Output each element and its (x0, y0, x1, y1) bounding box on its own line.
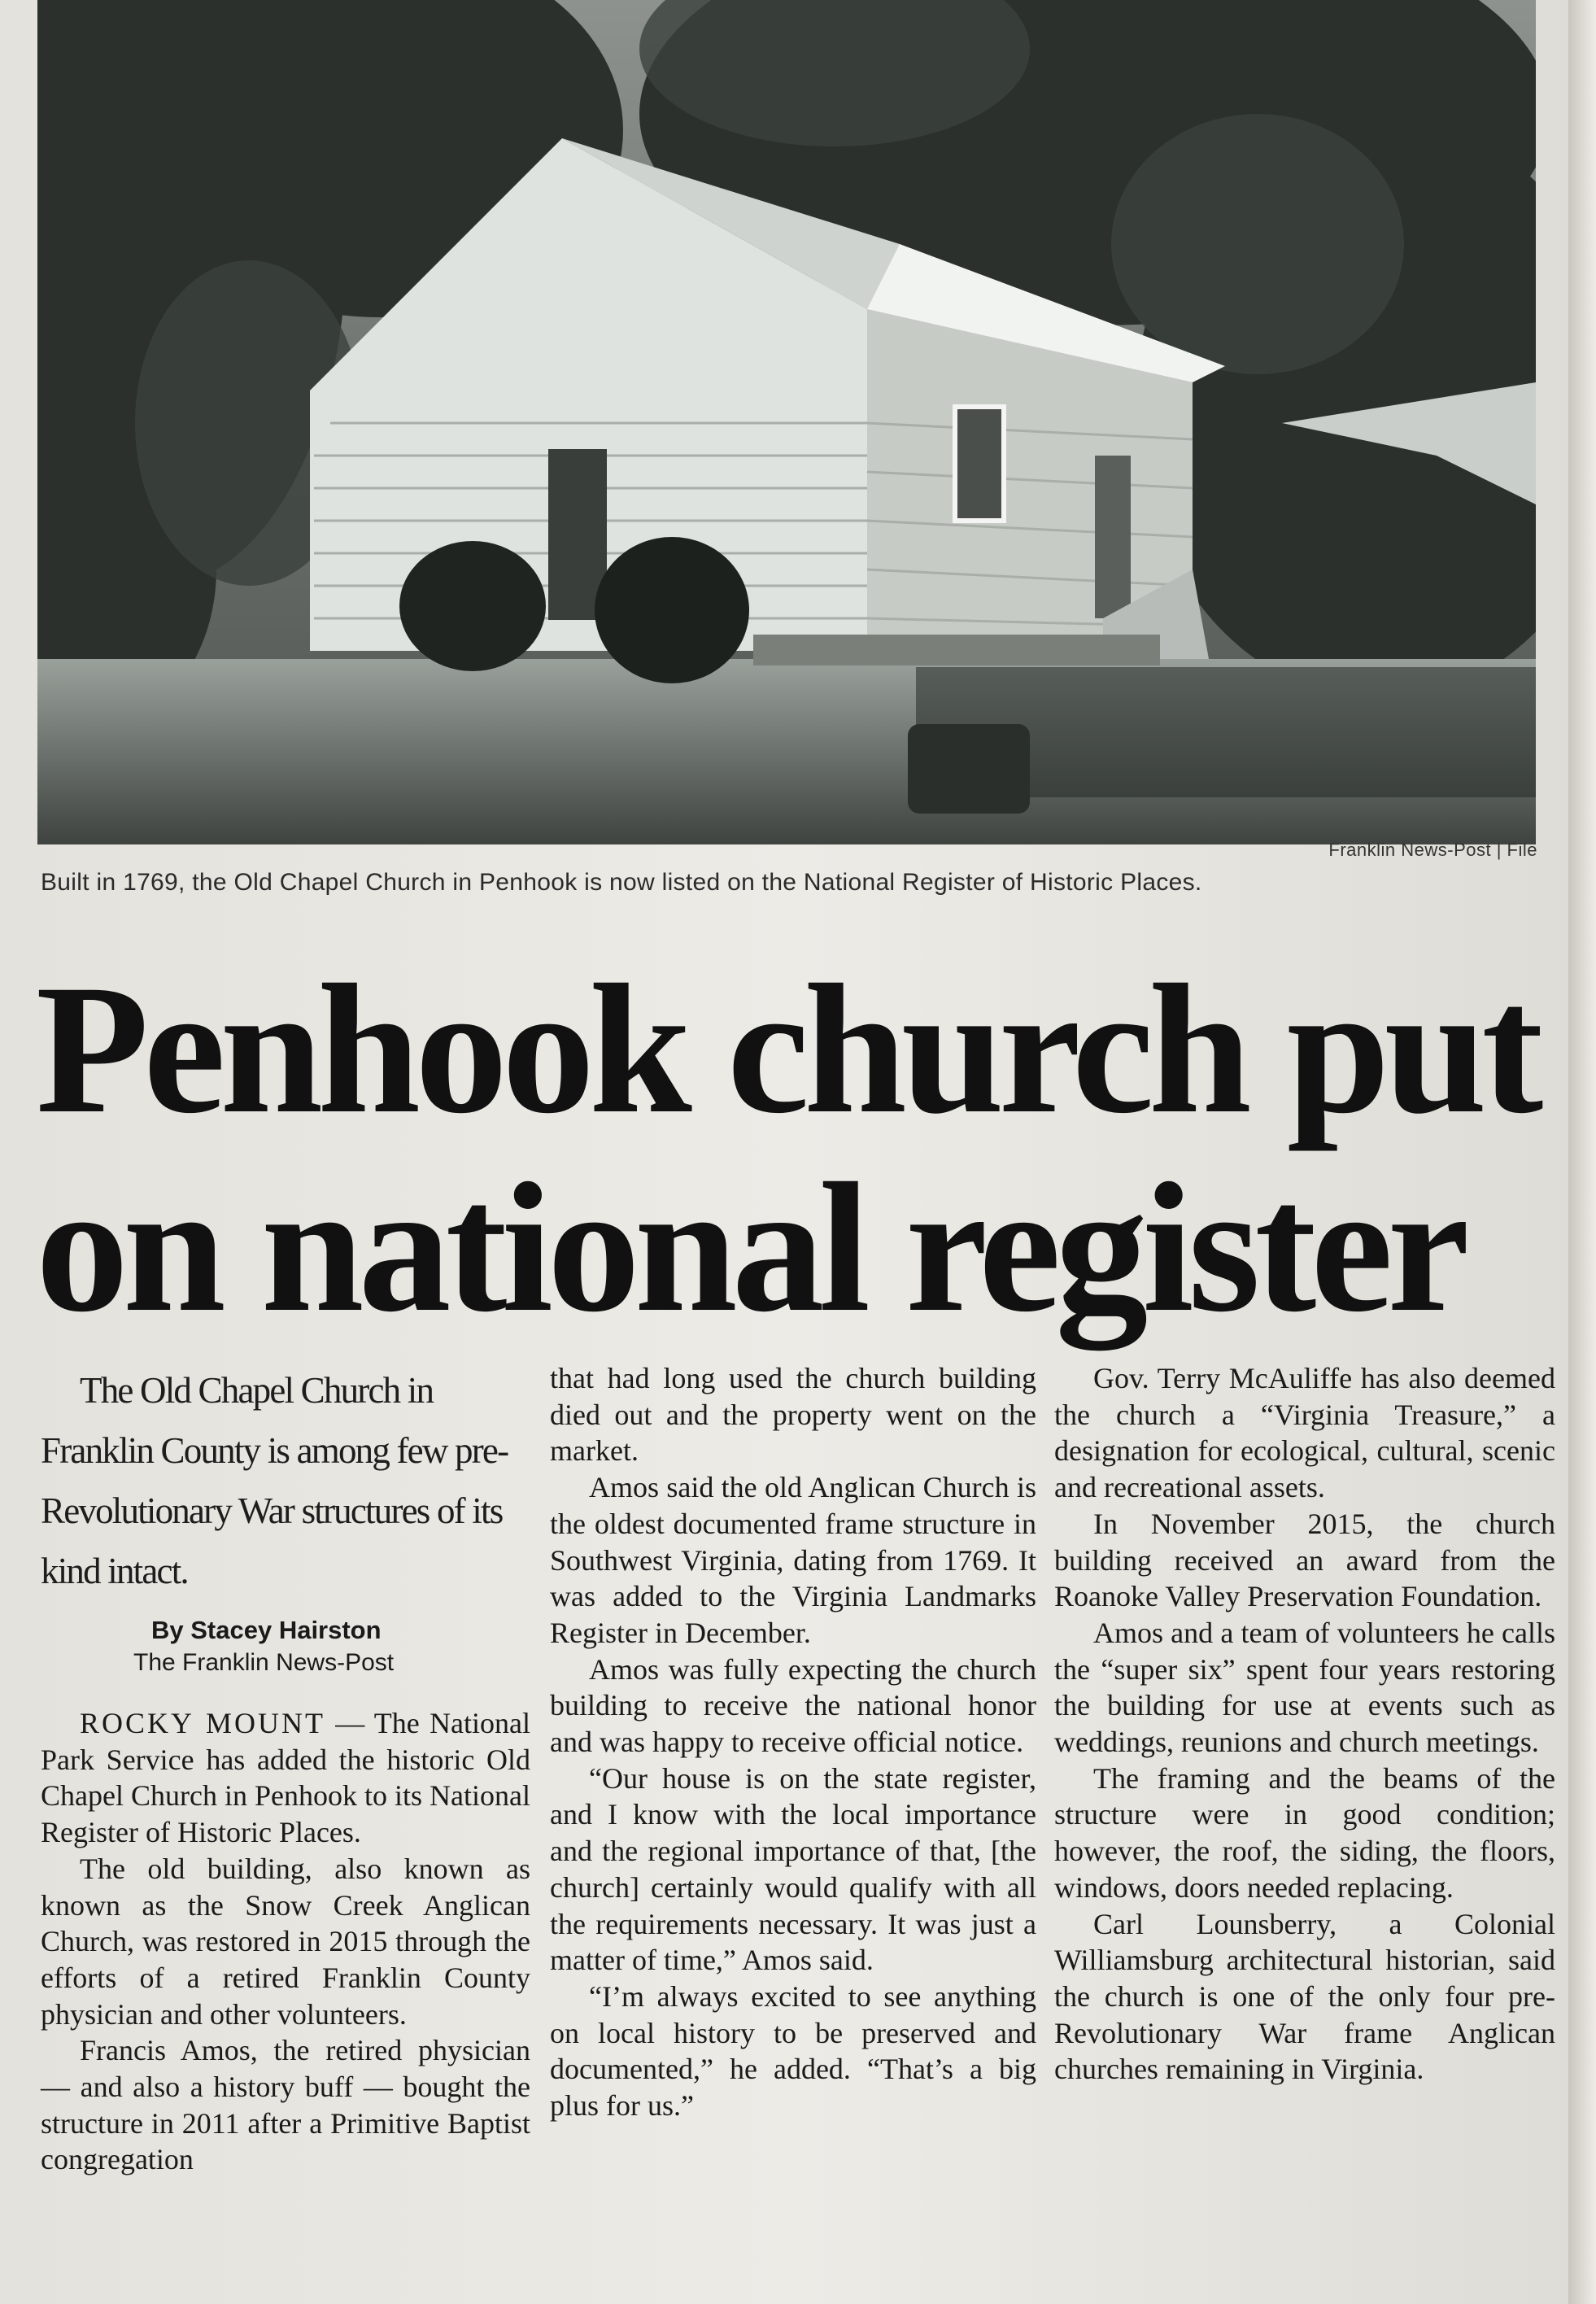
page-edge (1568, 0, 1596, 2304)
paragraph: that had long used the church building died out and the property went on the market. (550, 1362, 1036, 1468)
paragraph (41, 1705, 530, 1851)
paragraph: Amos was fully expecting the church building to receive the national honor and was happy to receive official notice. (550, 1652, 1036, 1759)
paragraph: Carl Lounsberry, a Colonial Williamsburg architectural historian, said the church is one of the only four pre-Revolutionary War frame Anglican churches remaining in Virginia. (1054, 1907, 1555, 2086)
paragraph: “Our house is on the state register, and I know with the local importance and the regional importance of that, [the church] certainly would qualify with all the requirements necessary. It was just a matter of time,” Amos said. (550, 1761, 1036, 1977)
headline (36, 947, 1541, 1351)
paragraph: Gov. Terry McAuliffe has also deemed the church a “Virginia Treasure,” a designation for ecological, cultural, scenic and recreational assets. (1054, 1362, 1555, 1504)
paragraph: In November 2015, the church building received an award from the Roanoke Valley Preservation Foundation. (1054, 1507, 1555, 1613)
paragraph: Amos said the old Anglican Church is the oldest documented frame structure in Southwest Virginia, dating from 1769. It was added to the Virginia Landmarks Register in December. (550, 1471, 1036, 1649)
headline-line-2: on national register (36, 1145, 1464, 1351)
church-photo (37, 0, 1536, 844)
byline-outlet: The Franklin News-Post (133, 1649, 395, 1676)
photo-caption: Built in 1769, the Old Chapel Church in Penhook is now listed on the National Register of Historic Places. (41, 869, 1202, 896)
article-column-3 (1054, 1360, 1555, 2296)
church-illustration (37, 0, 1536, 844)
paragraph: Francis Amos, the retired physician — and also a history buff — bought the structure in 2011 after a Primitive Baptist congregation (41, 2034, 530, 2176)
dateline: ROCKY MOUNT (80, 1707, 325, 1739)
article-column-2 (550, 1360, 1036, 2296)
article-column-1 (41, 1360, 530, 2296)
paragraph: Amos and a team of volunteers he calls the “super six” spent four years restoring the building for use at events such as weddings, reunions and church meetings. (1054, 1616, 1555, 1759)
paragraph-text: — The National Park Service has added the historic Old Chapel Church in Penhook to its National Register of Historic Places. (41, 1707, 530, 1849)
byline-author: By Stacey Hairston (151, 1616, 382, 1644)
deck: The Old Chapel Church in Franklin County is among few pre-Revolutionary War structures of its kind intact. (41, 1370, 508, 1591)
paragraph: The framing and the beams of the structure were in good condition; however, the roof, the siding, the floors, windows, doors needed replacing. (1054, 1761, 1555, 1904)
headline-line-1: Penhook church put (36, 947, 1538, 1152)
paragraph: The old building, also known as known as the Snow Creek Anglican Church, was restored in 2015 through the efforts of a retired Franklin County physician and other volunteers. (41, 1852, 530, 2031)
photo-credit: Franklin News-Post | File (1328, 840, 1537, 860)
paragraph: “I’m always excited to see anything on local history to be preserved and documented,” he added. “That’s a big plus for us.” (550, 1979, 1036, 2123)
